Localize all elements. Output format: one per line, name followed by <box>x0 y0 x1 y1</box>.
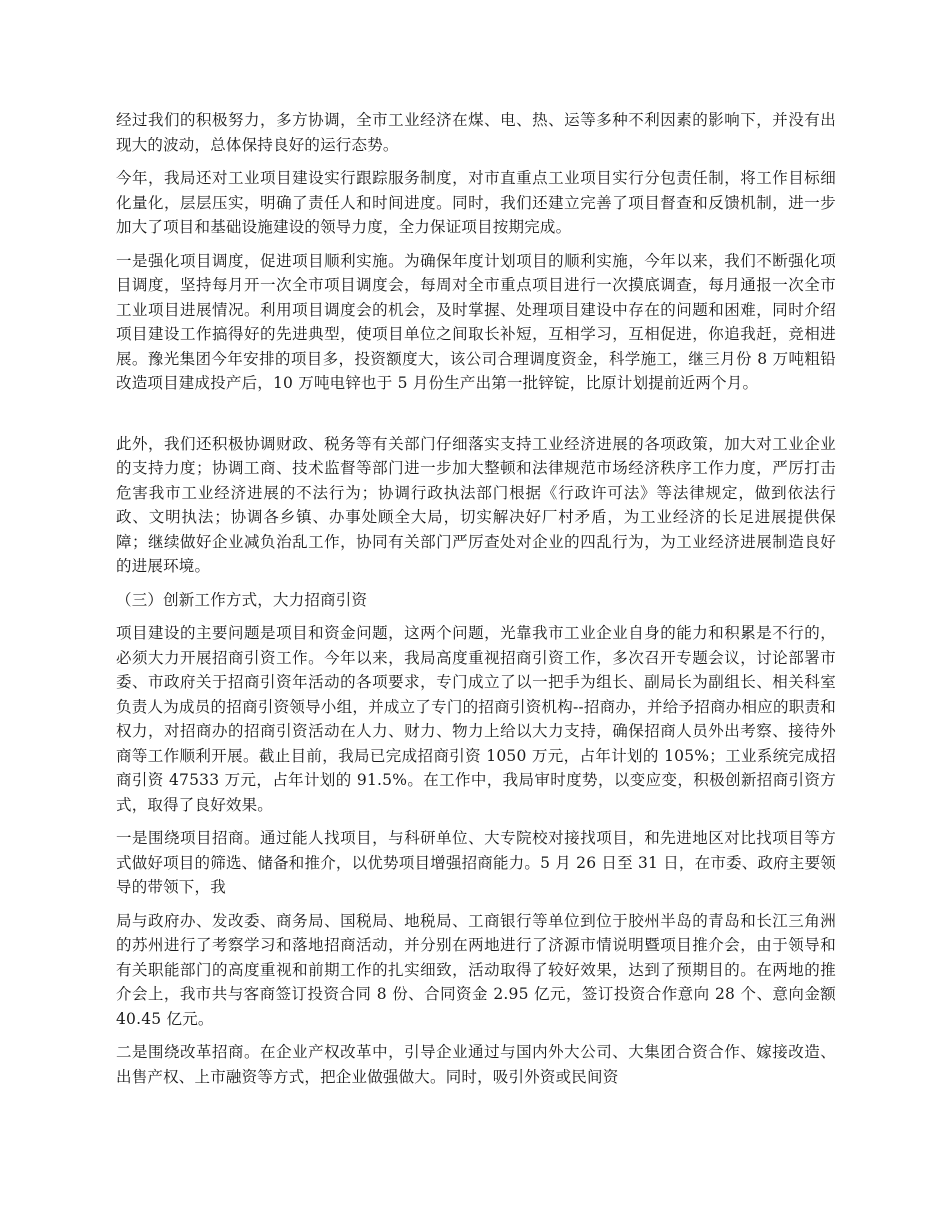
paragraph-reform-investment: 二是围绕改革招商。在企业产权改革中，引导企业通过与国内外大公司、大集团合资合作、嫁接改造、出售产权、上市融资等方式，把企业做强做大。同时，吸引外资或民间资 <box>116 1043 836 1086</box>
paragraph-project-investment: 一是围绕项目招商。通过能人找项目，与科研单位、大专院校对接找项目，和先进地区对比找项目等方式做好项目的筛选、储备和推介，以优势项目增强招商能力。5 月 26 日至 31 日，在市委、政府主要领导的带领下，我 <box>116 829 836 896</box>
paragraph-project-scheduling: 一是强化项目调度，促进项目顺利实施。为确保年度计划项目的顺利实施，今年以来，我们不断强化项目调度，坚持每月开一次全市项目调度会，每周对全市重点项目进行一次摸底调查，每月通报一次全市工业项目进展情况。利用项目调度会的机会，及时掌握、处理项目建设中存在的问题和困难，同时介绍项目建设工作搞得好的先进典型，使项目单位之间取长补短，互相学习，互相促进，你追我赶，竞相进展。豫光集团今年安排的项目多，投资额度大，该公司合理调度资金，科学施工，继三月份 8 万吨粗铅改造项目建成投产后，10 万吨电锌也于 5 月份生产出第一批锌锭，比原计划提前近两个月。 <box>116 251 836 392</box>
paragraph-operation-status: 经过我们的积极努力，多方协调，全市工业经济在煤、电、热、运等多种不利因素的影响下，并没有出现大的波动，总体保持良好的运行态势。 <box>116 111 836 154</box>
paragraph-tracking-service: 今年，我局还对工业项目建设实行跟踪服务制度，对市直重点工业项目实行分包责任制，将工作目标细化量化，层层压实，明确了责任人和时间进度。同时，我们还建立完善了项目督查和反馈机制，进一步加大了项目和基础设施建设的领导力度，全力保证项目按期完成。 <box>116 169 836 236</box>
paragraph-promotion-results: 局与政府办、发改委、商务局、国税局、地税局、工商银行等单位到位于胶州半岛的青岛和长江三角洲的苏州进行了考察学习和落地招商活动，并分别在两地进行了济源市情说明暨项目推介会，由于领导和有关职能部门的高度重视和前期工作的扎实细致，活动取得了较好效果，达到了预期目的。在两地的推介会上，我市共与客商签订投资合同 8 份、合同资金 2.95 亿元，签订投资合作意向 28 个、意向金额 40.45 亿元。 <box>116 911 836 1028</box>
paragraph-investment-attraction: 项目建设的主要问题是项目和资金问题，这两个问题，光靠我市工业企业自身的能力和积累是不行的，必须大力开展招商引资工作。今年以来，我局高度重视招商引资工作，多次召开专题会议，讨论部署市委、市政府关于招商引资年活动的各项要求，专门成立了以一把手为组长、副局长为副组长、相关科室负责人为成员的招商引资领导小组，并成立了专门的招商引资机构--招商办，并给予招商办相应的职责和权力，对招商办的招商引资活动在人力、财力、物力上给以大力支持，确保招商人员外出考察、接待外商等工作顺利开展。截止目前，我局已完成招商引资 1050 万元，占年计划的 105%；工业系统完成招商引资 47533 万元，占年计划的 91.5%。在工作中，我局审时度势，以变应变，积极创新招商引资方式，取得了良好效果。 <box>116 624 836 814</box>
section-heading-investment: （三）创新工作方式，大力招商引资 <box>116 590 368 609</box>
paragraph-coordination: 此外，我们还积极协调财政、税务等有关部门仔细落实支持工业经济进展的各项政策，加大对工业企业的支持力度；协调工商、技术监督等部门进一步加大整顿和法律规范市场经济秩序工作力度，严厉打击危害我市工业经济进展的不法行为；协调行政执法部门根据《行政许可法》等法律规定，做到依法行政、文明执法；协调各乡镇、办事处顾全大局，切实解决好厂村矛盾，为工业经济的长足进展提供保障；继续做好企业减负治乱工作，协同有关部门严厉查处对企业的四乱行为，为工业经济进展制造良好的进展环境。 <box>116 434 836 575</box>
document-page <box>116 108 836 1098</box>
